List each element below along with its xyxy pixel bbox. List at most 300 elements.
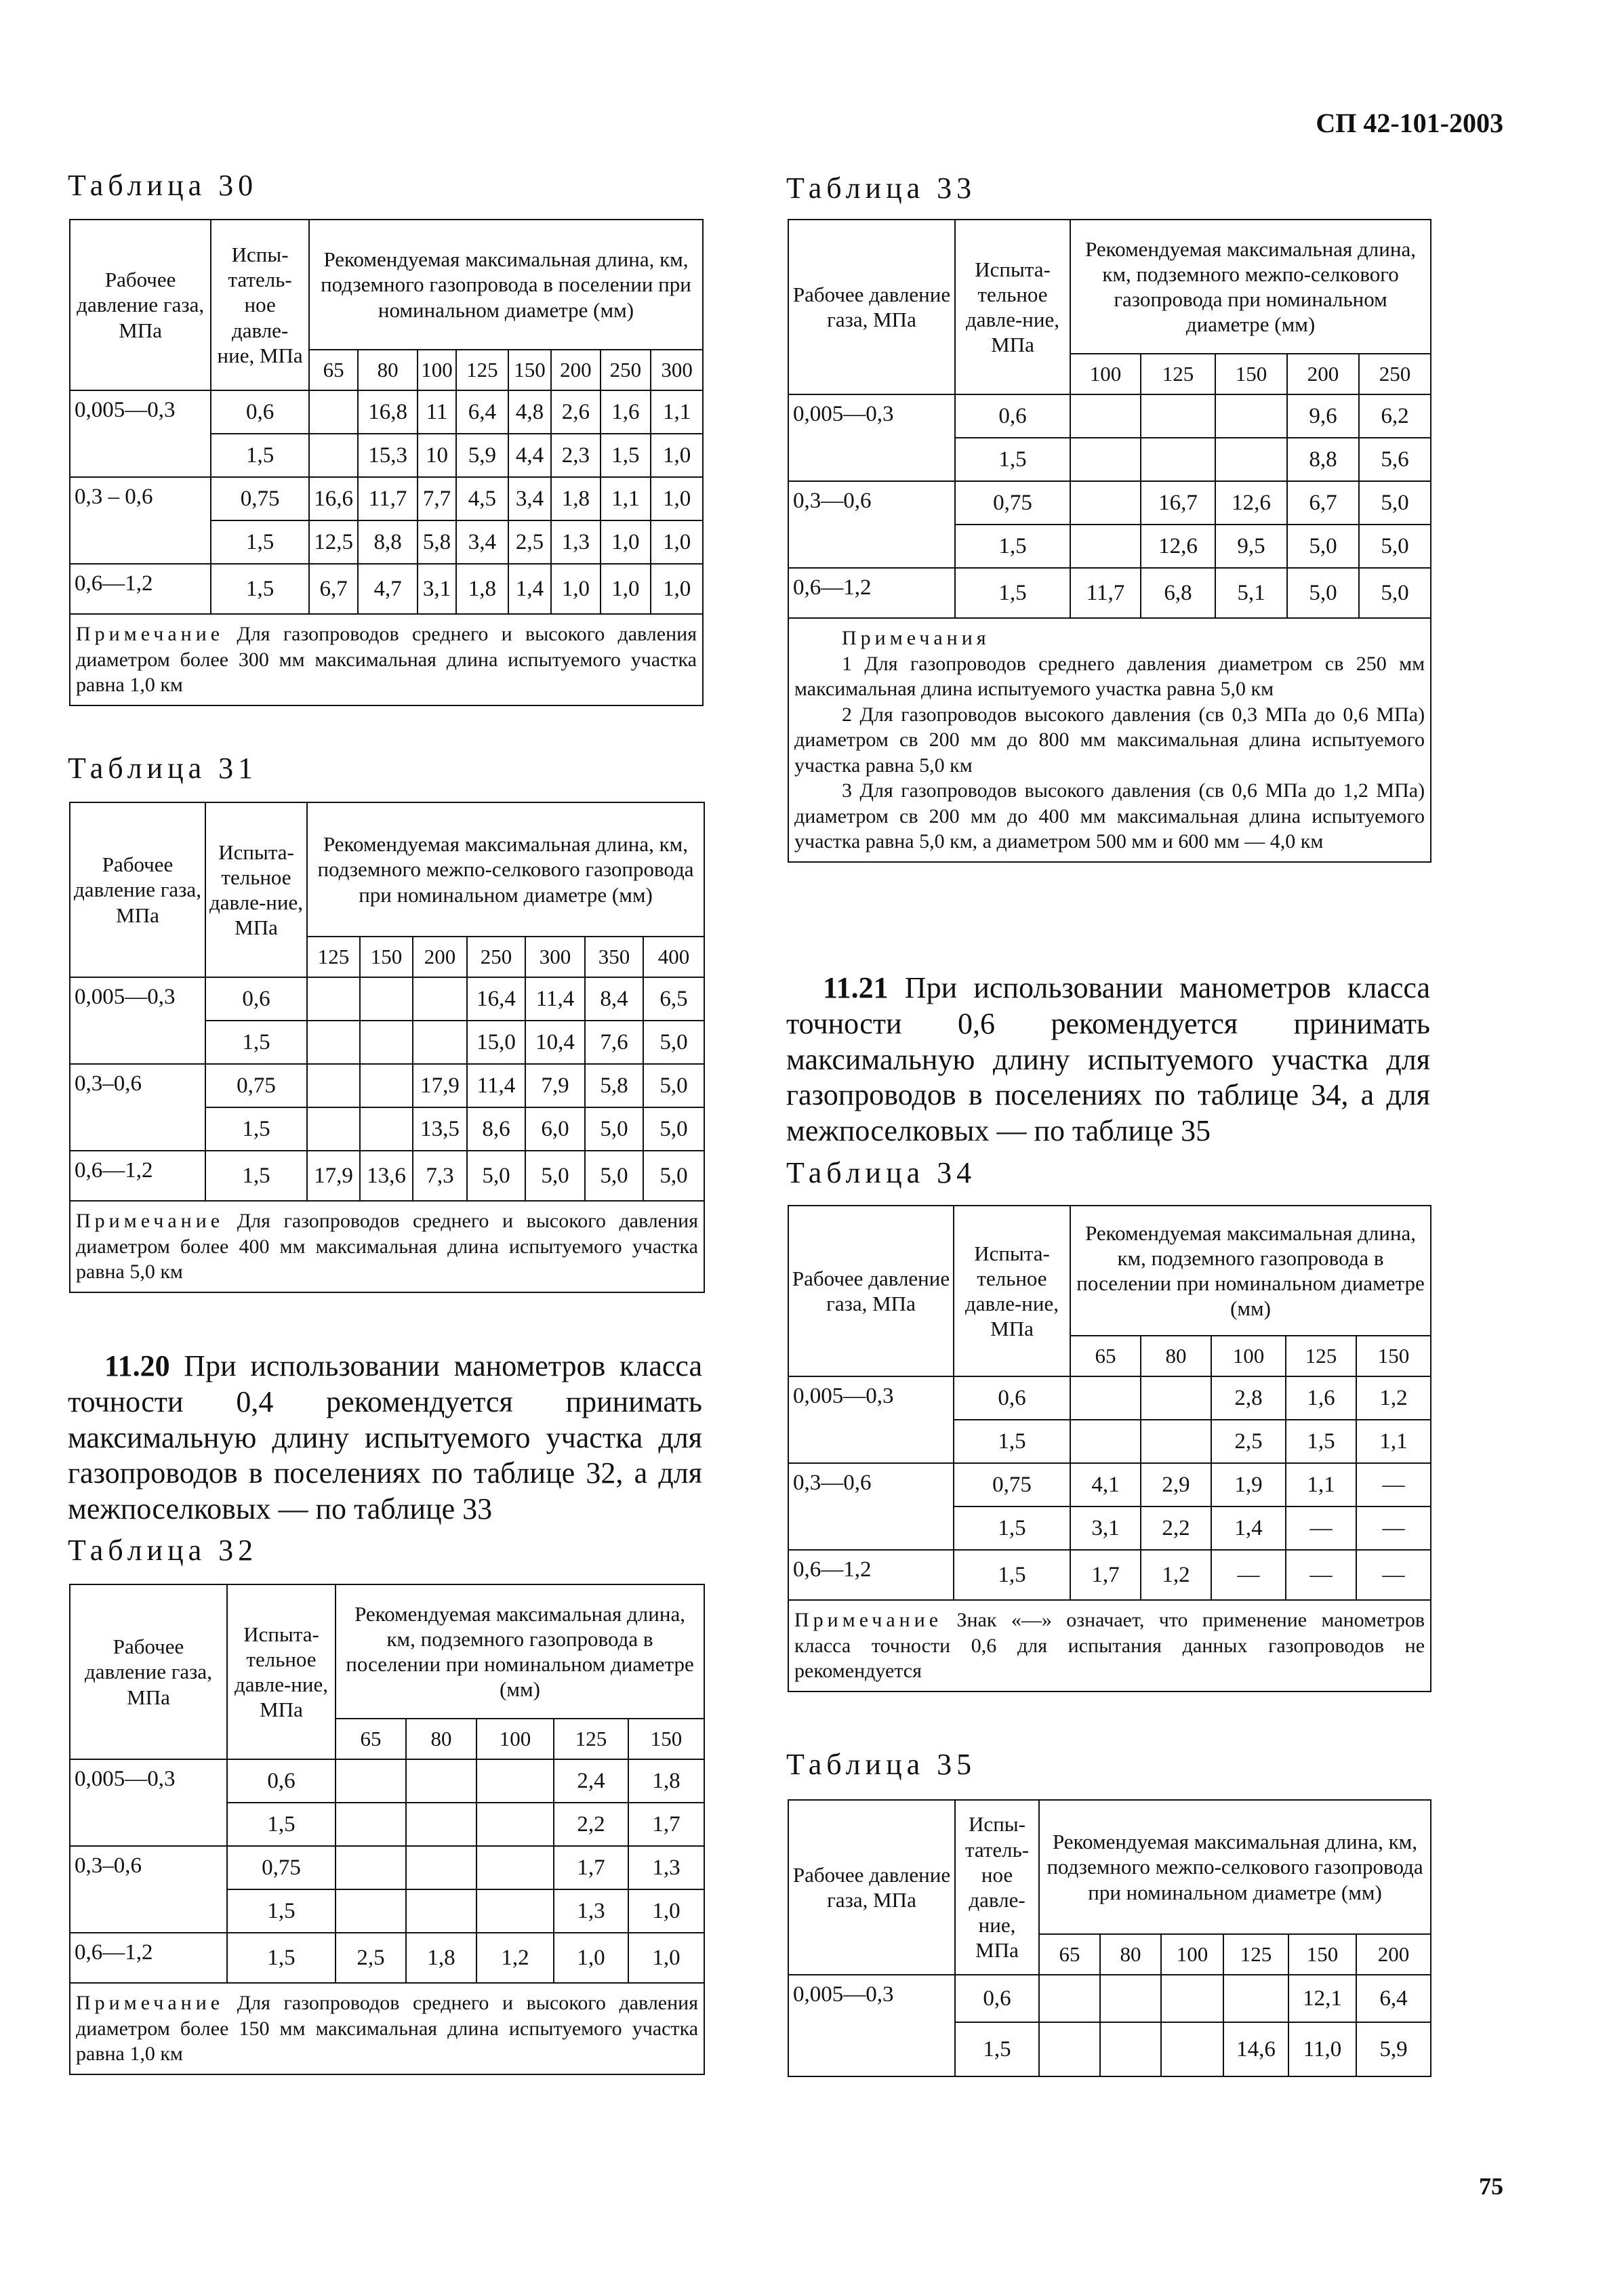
value-cell: [309, 390, 358, 434]
diameter-header: 125: [456, 350, 508, 390]
header-pressure: Рабочее давление газа, МПа: [788, 1800, 955, 1975]
diameter-header: 100: [476, 1719, 554, 1759]
diameter-header: 200: [1287, 354, 1359, 394]
value-cell: 5,0: [643, 1151, 704, 1201]
table-row: [788, 1975, 1431, 2022]
test-pressure-cell: 1,5: [205, 1151, 307, 1201]
value-cell: [307, 1107, 360, 1151]
test-pressure-cell: 1,5: [211, 520, 309, 564]
value-cell: [413, 1021, 467, 1064]
value-cell: 5,0: [643, 1021, 704, 1064]
value-cell: [360, 1064, 413, 1107]
note-label: Примечание: [76, 1210, 224, 1232]
test-pressure-cell: 1,5: [227, 1803, 336, 1846]
header-length: Рекомендуемая максимальная длина, км, подземного газопровода в поселении при номинальном диаметре (мм): [336, 1584, 704, 1719]
header-length: Рекомендуемая максимальная длина, км, подземного газопровода в поселении при номинальном диаметре (мм): [1070, 1206, 1431, 1336]
value-cell: [1141, 1376, 1211, 1420]
value-cell: 5,0: [525, 1151, 585, 1201]
test-pressure-cell: 1,5: [955, 525, 1070, 568]
value-cell: 1,8: [406, 1933, 476, 1983]
value-cell: [1039, 2022, 1100, 2076]
diameter-header: 80: [1141, 1336, 1211, 1376]
diameter-header: 125: [1141, 354, 1215, 394]
paragraph-11-20: [68, 1349, 702, 1528]
table-note: [70, 1983, 704, 2074]
value-cell: 5,6: [1359, 438, 1431, 481]
test-pressure-cell: 1,5: [954, 1550, 1070, 1600]
diameter-header: 150: [1215, 354, 1287, 394]
test-pressure-cell: 0,75: [211, 477, 309, 520]
value-cell: 4,4: [508, 434, 552, 477]
value-cell: 5,0: [1359, 525, 1431, 568]
value-cell: 1,0: [601, 520, 651, 564]
value-cell: 6,2: [1359, 394, 1431, 438]
value-cell: [1141, 1420, 1211, 1463]
header-pressure: Рабочее давление газа, МПа: [788, 1206, 954, 1376]
note-text: Для газопроводов среднего и высокого давления диаметром более 150 мм максимальная длина испытуемого участка равна 1,0 км: [76, 1992, 699, 2065]
value-cell: 1,3: [554, 1889, 628, 1933]
diameter-header: 80: [406, 1719, 476, 1759]
diameter-header: 200: [1356, 1934, 1431, 1975]
test-pressure-cell: 0,75: [205, 1064, 307, 1107]
paragraph-11-21: [786, 970, 1430, 1149]
value-cell: 5,8: [585, 1064, 643, 1107]
table-32: [69, 1584, 705, 2075]
value-cell: 1,1: [1286, 1463, 1356, 1506]
value-cell: 1,0: [628, 1933, 704, 1983]
value-cell: 6,5: [643, 977, 704, 1021]
test-pressure-cell: 1,5: [205, 1107, 307, 1151]
table-row: [70, 977, 704, 1021]
value-cell: [476, 1889, 554, 1933]
table-31: [69, 802, 705, 1293]
value-cell: [1070, 1376, 1141, 1420]
table-35: [788, 1799, 1431, 2077]
diameter-header: 100: [1211, 1336, 1286, 1376]
diameter-header: 100: [1161, 1934, 1223, 1975]
value-cell: [360, 1021, 413, 1064]
pressure-cell: 0,005—0,3: [788, 1975, 955, 2076]
note-text: Для газопроводов среднего и высокого давления диаметром более 300 мм максимальная длина испытуемого участка равна 1,0 км: [76, 623, 697, 696]
value-cell: 1,3: [628, 1846, 704, 1889]
pressure-cell: 0,6—1,2: [788, 1550, 954, 1600]
value-cell: —: [1356, 1550, 1431, 1600]
diameter-header: 350: [585, 937, 643, 977]
diameter-header: 150: [508, 350, 552, 390]
diameter-header: 150: [360, 937, 413, 977]
value-cell: 1,2: [1356, 1376, 1431, 1420]
value-cell: 1,1: [651, 390, 703, 434]
value-cell: [309, 434, 358, 477]
table-30-title: Таблица 30: [68, 169, 258, 202]
value-cell: [476, 1803, 554, 1846]
header-length: Рекомендуемая максимальная длина, км, подземного межпо-селкового газопровода при номинальном диаметре (мм): [307, 802, 704, 937]
value-cell: [476, 1759, 554, 1803]
table-row: [788, 481, 1431, 525]
table-32-title: Таблица 32: [68, 1534, 258, 1567]
table-row: [70, 1759, 704, 1803]
value-cell: 6,7: [309, 564, 358, 614]
value-cell: 13,6: [360, 1151, 413, 1201]
diameter-header: 300: [651, 350, 703, 390]
value-cell: 4,8: [508, 390, 552, 434]
value-cell: 1,5: [601, 434, 651, 477]
table-31-title: Таблица 31: [68, 752, 258, 785]
value-cell: 1,8: [456, 564, 508, 614]
value-cell: 15,3: [358, 434, 418, 477]
value-cell: 8,8: [1287, 438, 1359, 481]
value-cell: 11,4: [467, 1064, 525, 1107]
header-test-pressure: Испыта-тельное давле-ние, МПа: [955, 220, 1070, 394]
test-pressure-cell: 1,5: [955, 568, 1070, 618]
table-34-title: Таблица 34: [786, 1156, 977, 1189]
value-cell: [1070, 394, 1141, 438]
value-cell: 1,0: [651, 434, 703, 477]
diameter-header: 65: [336, 1719, 406, 1759]
value-cell: 1,9: [1211, 1463, 1286, 1506]
table-row: [788, 1376, 1431, 1420]
value-cell: 12,6: [1215, 481, 1287, 525]
value-cell: [1039, 1975, 1100, 2022]
value-cell: 7,7: [418, 477, 456, 520]
table-34: [788, 1205, 1431, 1692]
test-pressure-cell: 1,5: [211, 434, 309, 477]
value-cell: 1,0: [651, 564, 703, 614]
note-item: 1 Для газопроводов среднего давления диаметром св 250 мм максимальная длина испытуемого участка равна 5,0 км: [794, 652, 1425, 700]
header-length: Рекомендуемая максимальная длина, км, подземного газопровода в поселении при номинальном диаметре (мм): [309, 220, 703, 350]
table-row: [788, 568, 1431, 618]
value-cell: 5,0: [643, 1107, 704, 1151]
value-cell: 17,9: [307, 1151, 360, 1201]
section-number: 11.20: [104, 1349, 170, 1382]
table-35-title: Таблица 35: [786, 1748, 977, 1781]
value-cell: 1,7: [628, 1803, 704, 1846]
test-pressure-cell: 1,5: [954, 1506, 1070, 1550]
diameter-header: 125: [1286, 1336, 1356, 1376]
diameter-header: 200: [551, 350, 600, 390]
value-cell: —: [1356, 1463, 1431, 1506]
diameter-header: 150: [1356, 1336, 1431, 1376]
test-pressure-cell: 0,75: [954, 1463, 1070, 1506]
value-cell: 16,8: [358, 390, 418, 434]
header-test-pressure: Испыта-тельное давле-ние, МПа: [227, 1584, 336, 1759]
value-cell: [360, 977, 413, 1021]
value-cell: 5,0: [1359, 481, 1431, 525]
value-cell: 2,3: [551, 434, 600, 477]
test-pressure-cell: 1,5: [227, 1933, 336, 1983]
value-cell: 1,6: [1286, 1376, 1356, 1420]
diameter-header: 250: [467, 937, 525, 977]
pressure-cell: 0,3—0,6: [788, 481, 955, 568]
value-cell: [406, 1889, 476, 1933]
value-cell: 1,0: [651, 520, 703, 564]
value-cell: 8,6: [467, 1107, 525, 1151]
value-cell: [1070, 1420, 1141, 1463]
value-cell: 16,4: [467, 977, 525, 1021]
diameter-header: 250: [1359, 354, 1431, 394]
page-number: 75: [1479, 2173, 1503, 2200]
value-cell: 1,0: [554, 1933, 628, 1983]
table-row: [70, 564, 703, 614]
value-cell: 4,5: [456, 477, 508, 520]
pressure-cell: 0,005—0,3: [70, 390, 211, 477]
value-cell: —: [1286, 1550, 1356, 1600]
table-row: [70, 477, 703, 520]
value-cell: 2,5: [508, 520, 552, 564]
header-length: Рекомендуемая максимальная длина, км, подземного межпо-селкового газопровода при номинальном диаметре (мм): [1070, 220, 1431, 354]
value-cell: 9,6: [1287, 394, 1359, 438]
test-pressure-cell: 1,5: [955, 2022, 1039, 2076]
pressure-cell: 0,6—1,2: [70, 1933, 227, 1983]
diameter-header: 150: [1288, 1934, 1356, 1975]
value-cell: 1,6: [601, 390, 651, 434]
table-note: [70, 1201, 704, 1292]
table-notes: [788, 618, 1431, 862]
value-cell: 1,1: [1356, 1420, 1431, 1463]
value-cell: [1070, 438, 1141, 481]
table-row: [70, 1846, 704, 1889]
value-cell: [413, 977, 467, 1021]
value-cell: 2,9: [1141, 1463, 1211, 1506]
diameter-header: 125: [554, 1719, 628, 1759]
value-cell: [307, 1021, 360, 1064]
value-cell: 2,6: [551, 390, 600, 434]
value-cell: 5,0: [467, 1151, 525, 1201]
value-cell: 5,1: [1215, 568, 1287, 618]
value-cell: 1,7: [1070, 1550, 1141, 1600]
value-cell: [1100, 1975, 1161, 2022]
pressure-cell: 0,3–0,6: [70, 1064, 205, 1151]
value-cell: [307, 1064, 360, 1107]
pressure-cell: 0,3 – 0,6: [70, 477, 211, 564]
note-text: Знак «—» означает, что применение манометров класса точности 0,6 для испытания данных газопроводов не рекомендуется: [794, 1609, 1425, 1682]
value-cell: [1141, 394, 1215, 438]
value-cell: 7,6: [585, 1021, 643, 1064]
value-cell: —: [1356, 1506, 1431, 1550]
value-cell: 9,5: [1215, 525, 1287, 568]
value-cell: 11,4: [525, 977, 585, 1021]
value-cell: 5,0: [1287, 568, 1359, 618]
header-test-pressure: Испы-татель-ное давле-ние, МПа: [211, 220, 309, 390]
value-cell: 5,9: [456, 434, 508, 477]
header-pressure: Рабочее давление газа, МПа: [70, 220, 211, 390]
value-cell: [1070, 525, 1141, 568]
value-cell: 15,0: [467, 1021, 525, 1064]
diameter-header: 80: [1100, 1934, 1161, 1975]
table-row: [788, 1463, 1431, 1506]
value-cell: 5,0: [643, 1064, 704, 1107]
test-pressure-cell: 0,75: [227, 1846, 336, 1889]
diameter-header: 65: [1070, 1336, 1141, 1376]
note-text: Для газопроводов среднего и высокого давления диаметром более 400 мм максимальная длина испытуемого участка равна 5,0 км: [76, 1210, 698, 1283]
value-cell: 2,2: [554, 1803, 628, 1846]
pressure-cell: 0,3—0,6: [788, 1463, 954, 1550]
value-cell: 6,7: [1287, 481, 1359, 525]
value-cell: 11,0: [1288, 2022, 1356, 2076]
value-cell: 1,4: [1211, 1506, 1286, 1550]
value-cell: 1,2: [1141, 1550, 1211, 1600]
document-number: СП 42-101-2003: [1316, 108, 1503, 138]
paragraph-text: При использовании манометров класса точности 0,4 рекомендуется принимать максимальную длину испытуемого участка для газопроводов в поселениях по таблице 32, а для межпоселковых — по таблице 33: [68, 1349, 702, 1526]
table-row: [70, 1933, 704, 1983]
test-pressure-cell: 1,5: [205, 1021, 307, 1064]
value-cell: 1,0: [628, 1889, 704, 1933]
value-cell: [1223, 1975, 1288, 2022]
value-cell: —: [1211, 1550, 1286, 1600]
test-pressure-cell: 0,6: [955, 394, 1070, 438]
table-row: [70, 390, 703, 434]
diameter-header: 65: [1039, 1934, 1100, 1975]
value-cell: [336, 1846, 406, 1889]
value-cell: 5,0: [585, 1151, 643, 1201]
value-cell: 2,4: [554, 1759, 628, 1803]
value-cell: [1215, 438, 1287, 481]
value-cell: [406, 1759, 476, 1803]
header-test-pressure: Испыта-тельное давле-ние, МПа: [954, 1206, 1070, 1376]
test-pressure-cell: 0,75: [955, 481, 1070, 525]
value-cell: 17,9: [413, 1064, 467, 1107]
test-pressure-cell: 0,6: [205, 977, 307, 1021]
diameter-header: 200: [413, 937, 467, 977]
header-pressure: Рабочее давление газа, МПа: [70, 1584, 227, 1759]
table-row: [70, 1064, 704, 1107]
pressure-cell: 0,6—1,2: [788, 568, 955, 618]
diameter-header: 250: [601, 350, 651, 390]
table-30: [69, 219, 704, 706]
value-cell: 4,1: [1070, 1463, 1141, 1506]
note-label: Примечание: [794, 1609, 943, 1631]
test-pressure-cell: 1,5: [211, 564, 309, 614]
notes-label: Примечания: [842, 627, 990, 649]
note-label: Примечание: [76, 623, 224, 645]
diameter-header: 400: [643, 937, 704, 977]
header-pressure: Рабочее давление газа, МПа: [788, 220, 955, 394]
value-cell: [336, 1803, 406, 1846]
value-cell: [406, 1846, 476, 1889]
test-pressure-cell: 0,6: [227, 1759, 336, 1803]
value-cell: 1,0: [651, 477, 703, 520]
test-pressure-cell: 1,5: [227, 1889, 336, 1933]
value-cell: 3,4: [508, 477, 552, 520]
value-cell: 8,8: [358, 520, 418, 564]
section-number: 11.21: [823, 971, 889, 1004]
value-cell: 7,3: [413, 1151, 467, 1201]
diameter-header: 100: [1070, 354, 1141, 394]
header-test-pressure: Испы-татель-ное давле-ние, МПа: [955, 1800, 1039, 1975]
pressure-cell: 0,3–0,6: [70, 1846, 227, 1933]
value-cell: 5,0: [1287, 525, 1359, 568]
paragraph-text: При использовании манометров класса точности 0,6 рекомендуется принимать максимальную длину испытуемого участка для газопроводов в поселениях по таблице 34, а для межпоселковых — по таблице 35: [786, 971, 1430, 1148]
header-length: Рекомендуемая максимальная длина, км, подземного межпо-селкового газопровода при номинальном диаметре (мм): [1039, 1800, 1431, 1934]
value-cell: [1100, 2022, 1161, 2076]
value-cell: [336, 1889, 406, 1933]
value-cell: 3,4: [456, 520, 508, 564]
value-cell: 10: [418, 434, 456, 477]
value-cell: —: [1286, 1506, 1356, 1550]
value-cell: 1,7: [554, 1846, 628, 1889]
value-cell: 5,9: [1356, 2022, 1431, 2076]
diameter-header: 150: [628, 1719, 704, 1759]
diameter-header: 80: [358, 350, 418, 390]
value-cell: 1,5: [1286, 1420, 1356, 1463]
value-cell: 7,9: [525, 1064, 585, 1107]
value-cell: 12,6: [1141, 525, 1215, 568]
value-cell: [1161, 1975, 1223, 2022]
header-test-pressure: Испыта-тельное давле-ние, МПа: [205, 802, 307, 977]
value-cell: 2,5: [1211, 1420, 1286, 1463]
table-33: [788, 219, 1431, 863]
diameter-header: 65: [309, 350, 358, 390]
value-cell: 11,7: [1070, 568, 1141, 618]
test-pressure-cell: 0,6: [211, 390, 309, 434]
value-cell: 11: [418, 390, 456, 434]
value-cell: [406, 1803, 476, 1846]
value-cell: 1,1: [601, 477, 651, 520]
test-pressure-cell: 1,5: [954, 1420, 1070, 1463]
value-cell: [360, 1107, 413, 1151]
value-cell: 3,1: [1070, 1506, 1141, 1550]
value-cell: [1215, 394, 1287, 438]
value-cell: 3,1: [418, 564, 456, 614]
value-cell: 10,4: [525, 1021, 585, 1064]
value-cell: 1,4: [508, 564, 552, 614]
value-cell: 6,0: [525, 1107, 585, 1151]
diameter-header: 125: [307, 937, 360, 977]
test-pressure-cell: 0,6: [954, 1376, 1070, 1420]
value-cell: 14,6: [1223, 2022, 1288, 2076]
pressure-cell: 0,6—1,2: [70, 564, 211, 614]
value-cell: 12,5: [309, 520, 358, 564]
table-row: [70, 1151, 704, 1201]
value-cell: 12,1: [1288, 1975, 1356, 2022]
note-item: 2 Для газопроводов высокого давления (св 0,3 МПа до 0,6 МПа) диаметром св 200 мм до 800 мм максимальная длина испытуемого участка равна 5,0 км: [794, 703, 1425, 777]
value-cell: 8,4: [585, 977, 643, 1021]
table-note: [788, 1600, 1431, 1692]
pressure-cell: 0,005—0,3: [70, 1759, 227, 1846]
pressure-cell: 0,005—0,3: [788, 1376, 954, 1463]
value-cell: [1070, 481, 1141, 525]
diameter-header: 100: [418, 350, 456, 390]
pressure-cell: 0,005—0,3: [70, 977, 205, 1064]
table-note: [70, 614, 703, 705]
value-cell: 5,0: [1359, 568, 1431, 618]
value-cell: 6,8: [1141, 568, 1215, 618]
value-cell: 2,8: [1211, 1376, 1286, 1420]
value-cell: 6,4: [1356, 1975, 1431, 2022]
value-cell: [336, 1759, 406, 1803]
value-cell: 2,5: [336, 1933, 406, 1983]
value-cell: [476, 1846, 554, 1889]
value-cell: 4,7: [358, 564, 418, 614]
note-item: 3 Для газопроводов высокого давления (св 0,6 МПа до 1,2 МПа) диаметром св 200 мм до 400 мм максимальная длина испытуемого участка равна 5,0 км, а диаметром 500 мм и 600 мм — 4,0 км: [794, 779, 1425, 853]
table-row: [788, 1550, 1431, 1600]
note-label: Примечание: [76, 1992, 224, 2014]
test-pressure-cell: 0,6: [955, 1975, 1039, 2022]
value-cell: 11,7: [358, 477, 418, 520]
pressure-cell: 0,6—1,2: [70, 1151, 205, 1201]
value-cell: 5,8: [418, 520, 456, 564]
value-cell: 1,3: [551, 520, 600, 564]
value-cell: 1,2: [476, 1933, 554, 1983]
value-cell: 6,4: [456, 390, 508, 434]
value-cell: [1141, 438, 1215, 481]
value-cell: 1,8: [628, 1759, 704, 1803]
test-pressure-cell: 1,5: [955, 438, 1070, 481]
header-pressure: Рабочее давление газа, МПа: [70, 802, 205, 977]
value-cell: 1,0: [601, 564, 651, 614]
table-33-title: Таблица 33: [786, 171, 977, 205]
value-cell: 1,0: [551, 564, 600, 614]
